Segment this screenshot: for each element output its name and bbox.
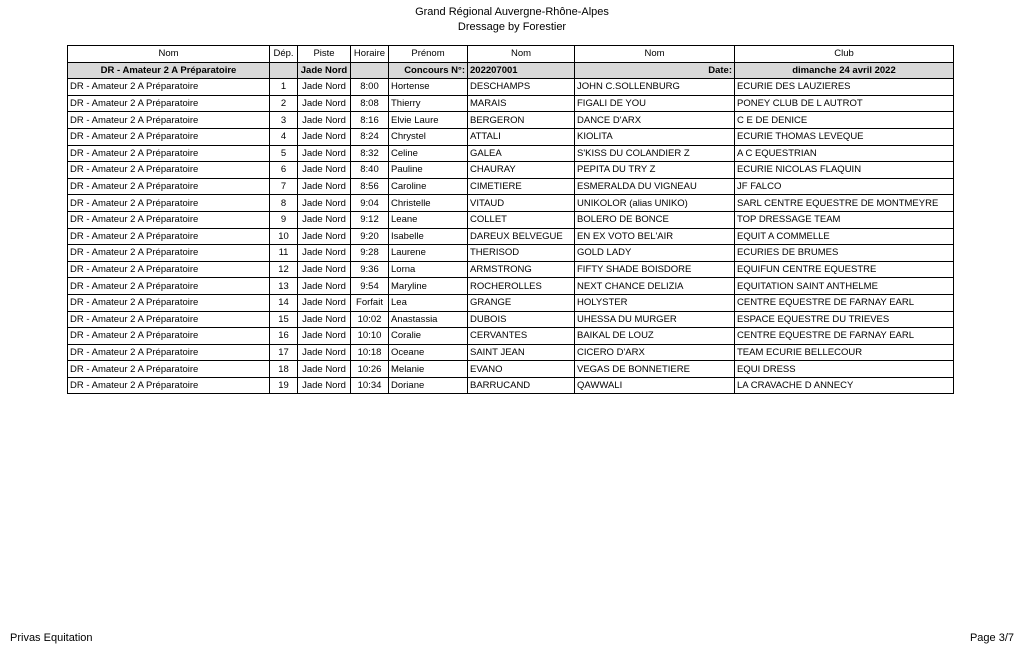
cell-epreuve: DR - Amateur 2 A Préparatoire [68,79,270,96]
band-date-label: Date: [575,62,735,79]
cell-prenom: Isabelle [389,228,468,245]
cell-club: SARL CENTRE EQUESTRE DE MONTMEYRE [735,195,954,212]
cell-epreuve: DR - Amateur 2 A Préparatoire [68,361,270,378]
cell-cheval: JOHN C.SOLLENBURG [575,79,735,96]
cell-nom: DUBOIS [468,311,575,328]
cell-cheval: FIGALI DE YOU [575,95,735,112]
cell-epreuve: DR - Amateur 2 A Préparatoire [68,128,270,145]
cell-dep: 2 [270,95,298,112]
table-row [68,361,954,378]
table-row [68,79,954,96]
footer-page-number: Page 3/7 [969,632,1014,644]
cell-club: CENTRE EQUESTRE DE FARNAY EARL [735,328,954,345]
table-row [68,195,954,212]
cell-epreuve: DR - Amateur 2 A Préparatoire [68,195,270,212]
cell-club: C E DE DENICE [735,112,954,129]
cell-prenom: Laurene [389,245,468,262]
cell-cheval: QAWWALI [575,377,735,394]
cell-epreuve: DR - Amateur 2 A Préparatoire [68,162,270,179]
cell-piste: Jade Nord [298,95,351,112]
cell-dep: 7 [270,178,298,195]
cell-prenom: Oceane [389,344,468,361]
cell-piste: Jade Nord [298,344,351,361]
cell-prenom: Pauline [389,162,468,179]
cell-cheval: KIOLITA [575,128,735,145]
table-row [68,95,954,112]
band-concours-value: 202207001 [468,62,575,79]
cell-club: EQUIFUN CENTRE EQUESTRE [735,261,954,278]
cell-dep: 3 [270,112,298,129]
cell-cheval: ESMERALDA DU VIGNEAU [575,178,735,195]
cell-epreuve: DR - Amateur 2 A Préparatoire [68,211,270,228]
cell-nom: ATTALI [468,128,575,145]
cell-dep: 14 [270,294,298,311]
cell-prenom: Caroline [389,178,468,195]
cell-epreuve: DR - Amateur 2 A Préparatoire [68,261,270,278]
cell-epreuve: DR - Amateur 2 A Préparatoire [68,95,270,112]
table-row [68,377,954,394]
cell-dep: 6 [270,162,298,179]
band-empty [270,62,298,79]
document-title: Grand Régional Auvergne-Rhône-Alpes [415,6,609,18]
cell-cheval: CICERO D'ARX [575,344,735,361]
cell-epreuve: DR - Amateur 2 A Préparatoire [68,294,270,311]
cell-cheval: S'KISS DU COLANDIER Z [575,145,735,162]
band-piste: Jade Nord [298,62,351,79]
cell-nom: VITAUD [468,195,575,212]
cell-nom: CIMETIERE [468,178,575,195]
cell-prenom: Hortense [389,79,468,96]
cell-prenom: Lea [389,294,468,311]
cell-prenom: Lorna [389,261,468,278]
table-row [68,145,954,162]
cell-horaire: 9:54 [351,278,389,295]
cell-piste: Jade Nord [298,278,351,295]
cell-dep: 18 [270,361,298,378]
cell-prenom: Thierry [389,95,468,112]
cell-prenom: Leane [389,211,468,228]
cell-cheval: HOLYSTER [575,294,735,311]
cell-club: ESPACE EQUESTRE DU TRIEVES [735,311,954,328]
table-row [68,261,954,278]
table-row [68,294,954,311]
cell-club: ECURIES DE BRUMES [735,245,954,262]
cell-club: EQUI DRESS [735,361,954,378]
cell-horaire: 8:16 [351,112,389,129]
cell-club: JF FALCO [735,178,954,195]
footer-organizer: Privas Equitation [10,632,93,644]
cell-horaire: 9:28 [351,245,389,262]
cell-horaire: 10:34 [351,377,389,394]
cell-piste: Jade Nord [298,245,351,262]
col-header-cheval: Nom [575,46,735,63]
cell-prenom: Maryline [389,278,468,295]
cell-horaire: 8:24 [351,128,389,145]
cell-epreuve: DR - Amateur 2 A Préparatoire [68,311,270,328]
cell-dep: 12 [270,261,298,278]
cell-club: ECURIE THOMAS LEVEQUE [735,128,954,145]
table-row [68,228,954,245]
col-header-club: Club [735,46,954,63]
cell-dep: 11 [270,245,298,262]
col-header-epreuve: Nom [68,46,270,63]
cell-horaire: 8:08 [351,95,389,112]
document-subtitle: Dressage by Forestier [457,21,567,33]
cell-nom: DAREUX BELVEGUE [468,228,575,245]
col-header-piste: Piste [298,46,351,63]
cell-cheval: BOLERO DE BONCE [575,211,735,228]
cell-nom: CERVANTES [468,328,575,345]
cell-club: EQUITATION SAINT ANTHELME [735,278,954,295]
cell-dep: 9 [270,211,298,228]
cell-piste: Jade Nord [298,178,351,195]
cell-horaire: 9:36 [351,261,389,278]
cell-horaire: 8:56 [351,178,389,195]
cell-piste: Jade Nord [298,112,351,129]
cell-epreuve: DR - Amateur 2 A Préparatoire [68,278,270,295]
col-header-dep: Dép. [270,46,298,63]
cell-horaire: 8:00 [351,79,389,96]
cell-dep: 19 [270,377,298,394]
cell-club: ECURIE NICOLAS FLAQUIN [735,162,954,179]
cell-cheval: EN EX VOTO BEL'AIR [575,228,735,245]
cell-piste: Jade Nord [298,162,351,179]
cell-prenom: Elvie Laure [389,112,468,129]
band-empty [351,62,389,79]
event-band-row [68,62,954,79]
cell-piste: Jade Nord [298,128,351,145]
cell-piste: Jade Nord [298,361,351,378]
cell-prenom: Coralie [389,328,468,345]
cell-nom: GRANGE [468,294,575,311]
cell-nom: CHAURAY [468,162,575,179]
cell-prenom: Celine [389,145,468,162]
cell-prenom: Christelle [389,195,468,212]
cell-cheval: FIFTY SHADE BOISDORE [575,261,735,278]
cell-club: EQUIT A COMMELLE [735,228,954,245]
cell-cheval: BAIKAL DE LOUZ [575,328,735,345]
cell-prenom: Anastassia [389,311,468,328]
cell-piste: Jade Nord [298,294,351,311]
cell-nom: SAINT JEAN [468,344,575,361]
cell-cheval: PEPITA DU TRY Z [575,162,735,179]
cell-cheval: UHESSA DU MURGER [575,311,735,328]
cell-horaire: 10:26 [351,361,389,378]
cell-epreuve: DR - Amateur 2 A Préparatoire [68,178,270,195]
cell-cheval: NEXT CHANCE DELIZIA [575,278,735,295]
cell-piste: Jade Nord [298,311,351,328]
band-concours-label: Concours N°: [389,62,468,79]
cell-piste: Jade Nord [298,377,351,394]
cell-nom: ARMSTRONG [468,261,575,278]
cell-nom: COLLET [468,211,575,228]
cell-dep: 10 [270,228,298,245]
cell-nom: BERGERON [468,112,575,129]
band-epreuve: DR - Amateur 2 A Préparatoire [68,62,270,79]
cell-piste: Jade Nord [298,145,351,162]
cell-nom: MARAIS [468,95,575,112]
table-row [68,112,954,129]
col-header-horaire: Horaire [351,46,389,63]
cell-horaire: 9:04 [351,195,389,212]
cell-horaire: 8:40 [351,162,389,179]
table-row [68,278,954,295]
start-list-table [67,45,954,394]
table-row [68,344,954,361]
cell-dep: 4 [270,128,298,145]
cell-prenom: Chrystel [389,128,468,145]
cell-horaire: Forfait [351,294,389,311]
cell-horaire: 10:18 [351,344,389,361]
table-row [68,311,954,328]
cell-club: CENTRE EQUESTRE DE FARNAY EARL [735,294,954,311]
cell-piste: Jade Nord [298,211,351,228]
cell-horaire: 10:02 [351,311,389,328]
cell-epreuve: DR - Amateur 2 A Préparatoire [68,377,270,394]
cell-nom: EVANO [468,361,575,378]
cell-nom: BARRUCAND [468,377,575,394]
cell-club: TOP DRESSAGE TEAM [735,211,954,228]
cell-piste: Jade Nord [298,228,351,245]
cell-epreuve: DR - Amateur 2 A Préparatoire [68,344,270,361]
cell-cheval: DANCE D'ARX [575,112,735,129]
table-row [68,162,954,179]
cell-piste: Jade Nord [298,195,351,212]
cell-club: PONEY CLUB DE L AUTROT [735,95,954,112]
cell-dep: 5 [270,145,298,162]
cell-epreuve: DR - Amateur 2 A Préparatoire [68,245,270,262]
cell-epreuve: DR - Amateur 2 A Préparatoire [68,328,270,345]
cell-horaire: 9:12 [351,211,389,228]
table-row [68,211,954,228]
cell-epreuve: DR - Amateur 2 A Préparatoire [68,228,270,245]
cell-dep: 16 [270,328,298,345]
cell-horaire: 8:32 [351,145,389,162]
band-date-value: dimanche 24 avril 2022 [735,62,954,79]
cell-cheval: GOLD LADY [575,245,735,262]
cell-dep: 15 [270,311,298,328]
cell-piste: Jade Nord [298,328,351,345]
cell-horaire: 9:20 [351,228,389,245]
col-header-prenom: Prénom [389,46,468,63]
table-row [68,245,954,262]
cell-nom: DESCHAMPS [468,79,575,96]
col-header-nom: Nom [468,46,575,63]
cell-nom: THERISOD [468,245,575,262]
cell-club: ECURIE DES LAUZIERES [735,79,954,96]
cell-piste: Jade Nord [298,261,351,278]
cell-dep: 1 [270,79,298,96]
table-row [68,178,954,195]
cell-horaire: 10:10 [351,328,389,345]
cell-dep: 8 [270,195,298,212]
table-row [68,328,954,345]
table-row [68,128,954,145]
cell-cheval: UNIKOLOR (alias UNIKO) [575,195,735,212]
cell-nom: ROCHEROLLES [468,278,575,295]
cell-club: TEAM ECURIE BELLECOUR [735,344,954,361]
cell-dep: 13 [270,278,298,295]
header-row [68,46,954,63]
cell-nom: GALEA [468,145,575,162]
cell-club: A C EQUESTRIAN [735,145,954,162]
cell-cheval: VEGAS DE BONNETIERE [575,361,735,378]
cell-prenom: Melanie [389,361,468,378]
cell-piste: Jade Nord [298,79,351,96]
cell-epreuve: DR - Amateur 2 A Préparatoire [68,112,270,129]
cell-prenom: Doriane [389,377,468,394]
cell-dep: 17 [270,344,298,361]
cell-club: LA CRAVACHE D ANNECY [735,377,954,394]
cell-epreuve: DR - Amateur 2 A Préparatoire [68,145,270,162]
